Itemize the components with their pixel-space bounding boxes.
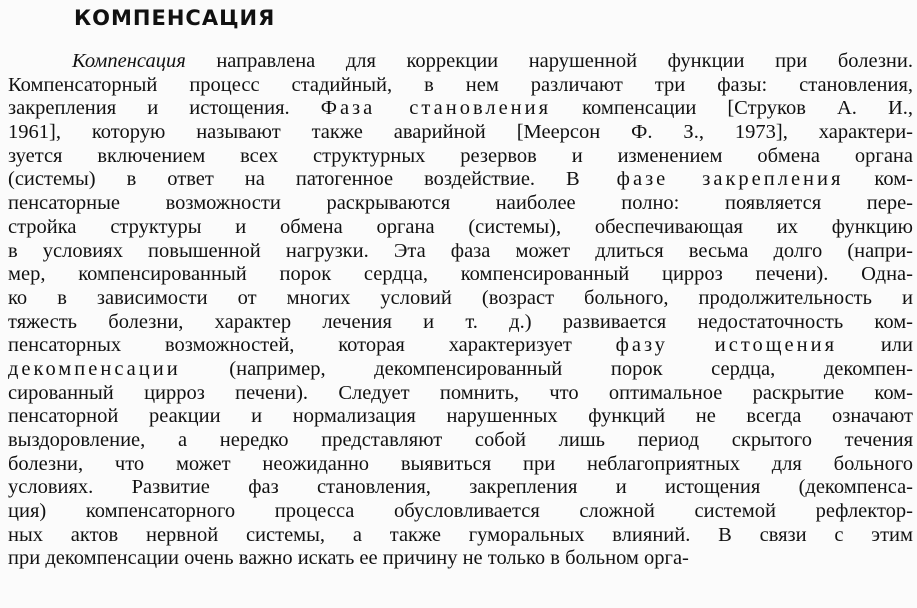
text-run: ных актов нервной системы, а также гуморальных влияний. В связи с этим [8, 523, 913, 546]
text-line [8, 74, 913, 98]
text-run: направлена для коррекции нарушенной функции при болезни. [185, 50, 913, 72]
text-run: сированный цирроз печени). Следует помнить, что оптимальное раскрытие ком- [8, 381, 913, 404]
italic-term: Компенсация [72, 50, 186, 72]
text-run: ция) компенсаторного процесса обусловливается сложной системой рефлектор- [8, 500, 913, 523]
text-run: (системы) в ответ на патогенное воздействие. [8, 168, 567, 191]
text-line [8, 97, 913, 121]
text-line [8, 500, 913, 524]
text-line [8, 453, 913, 477]
text-line [8, 382, 913, 406]
text-line [8, 192, 913, 216]
text-line [8, 476, 913, 500]
text-run: выздоровление, а нередко представляют собой лишь период скрытого течения [8, 429, 913, 451]
text-run: болезни, что может неожиданно выявиться при неблагоприятных для больного [8, 452, 913, 475]
text-line [8, 547, 913, 571]
text-line [8, 263, 913, 287]
text-run: закрепления и истощения. [8, 97, 321, 120]
emphasized-term: декомпенсации [8, 357, 181, 380]
text-run: Компенсаторный процесс стадийный, в нем различают три фазы: становления, [8, 73, 913, 96]
text-run: мер, компенсированный порок сердца, компенсированный цирроз печени). Одна- [8, 263, 913, 286]
text-line [8, 429, 913, 453]
text-run: пенсаторные возможности раскрываются наиболее полно: появляется пере- [8, 192, 913, 215]
text-run: или [837, 334, 914, 357]
text-run: пенсаторных возможностей, которая характеризует [8, 334, 616, 357]
text-line [8, 240, 913, 264]
text-line [8, 334, 913, 358]
text-line [8, 405, 913, 429]
emphasized-term: В фазе закрепления [566, 168, 844, 191]
text-run: зуется включением всех структурных резервов и изменением обмена органа [8, 144, 913, 167]
text-run: 1961], которую называют также аварийной [Меерсон Ф. З., 1973], характери- [8, 121, 913, 144]
text-run: в условиях повышенной нагрузки. Эта фаза может длиться весьма долго (напри- [8, 239, 913, 262]
text-run: тяжесть болезни, характер лечения и т. д.) развивается недостаточность ком- [8, 310, 913, 333]
text-run: ко в зависимости от многих условий (возраст больного, продолжительность и [8, 286, 913, 309]
text-line [8, 524, 913, 548]
text-line [8, 50, 913, 74]
body-paragraph [8, 50, 913, 571]
text-run: при декомпенсации очень важно искать ее причину не только в больном орга- [8, 547, 689, 570]
text-run: пенсаторной реакции и нормализация нарушенных функций не всегда означают [8, 405, 913, 428]
emphasized-term: Фаза становления [320, 97, 552, 120]
text-run: ком- [843, 168, 913, 191]
text-line [8, 311, 913, 335]
text-line [8, 287, 913, 311]
text-line [8, 121, 913, 145]
text-line [8, 216, 913, 240]
text-line [8, 358, 913, 382]
emphasized-term: фазу истощения [615, 334, 838, 357]
text-run: стройка структуры и обмена органа (системы), обеспечивающая их функцию [8, 215, 913, 238]
text-run: условиях. Развитие фаз становления, закрепления и истощения (декомпенса- [8, 476, 913, 499]
section-heading: КОМПЕНСАЦИЯ [74, 6, 276, 30]
text-run: компенсации [Струков А. И., [551, 97, 913, 120]
text-line [8, 168, 913, 192]
text-line [8, 145, 913, 169]
text-run: (например, декомпенсированный порок сердца, декомпен- [180, 357, 913, 380]
